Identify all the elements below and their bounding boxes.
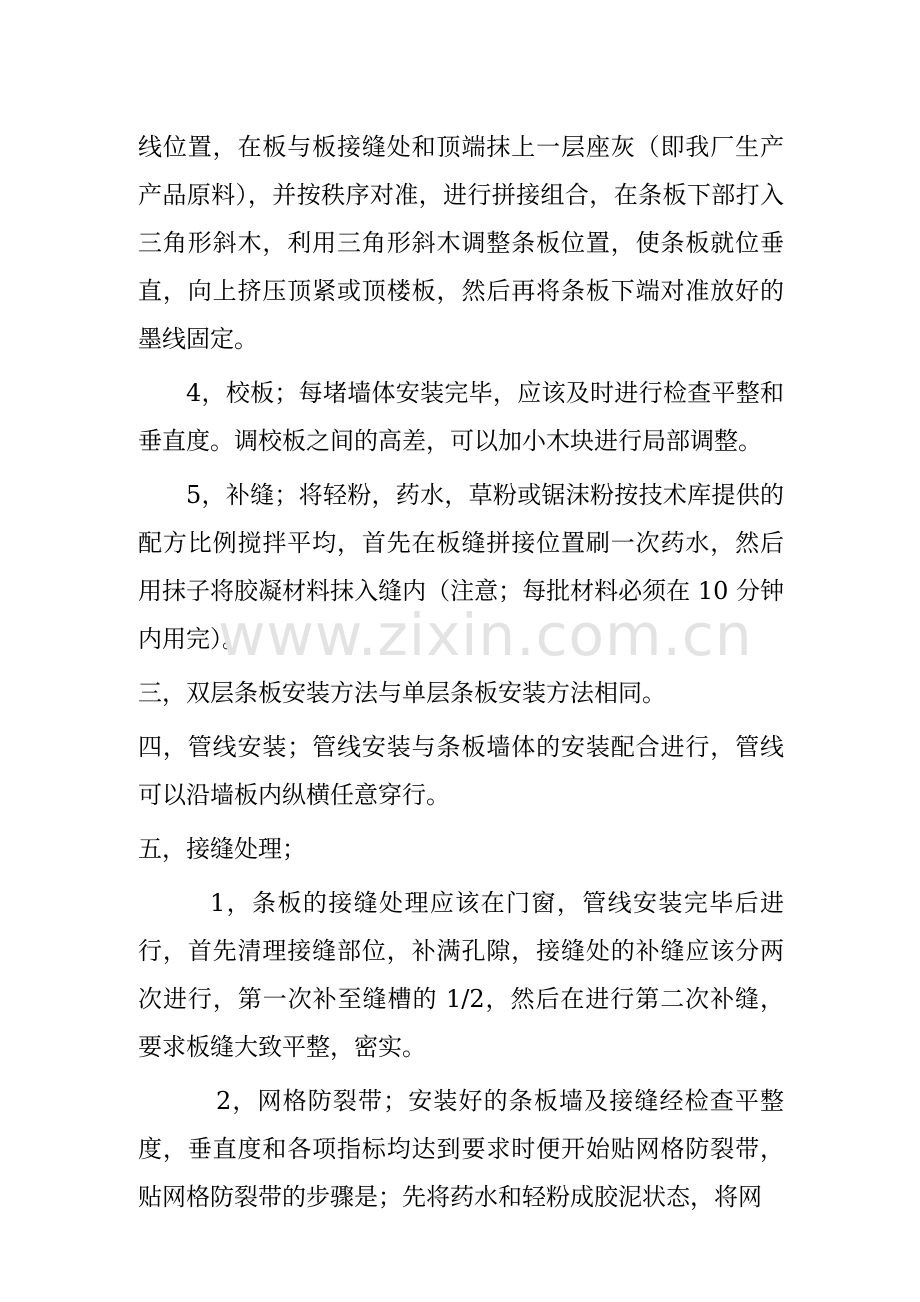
watermark-text: www.zixin.com.cn bbox=[218, 601, 753, 669]
document-body bbox=[138, 123, 784, 1227]
paragraph-board-correction: 4，校板；每堵墙体安装完毕，应该及时进行检查平整和垂直度。调校板之间的高差，可以加小木块进行局部调整。 bbox=[138, 379, 784, 455]
paragraph-seam-filling: 5，补缝；将轻粉，药水，草粉或锯沫粉按技术库提供的配方比例搅拌平均，首先在板缝拼接位置刷一次药水，然后用抹子将胶凝材料抹入缝内（注意；每批材料必须在 10 分钟内用完）。 bbox=[138, 481, 784, 653]
paragraph-mesh-crack-tape: 2，网格防裂带；安装好的条板墙及接缝经检查平整度，垂直度和各项指标均达到要求时便开始贴网格防裂带，贴网格防裂带的步骤是；先将药水和轻粉成胶泥状态，将网 bbox=[138, 1087, 784, 1211]
section-heading-joint-treatment: 五，接缝处理； bbox=[138, 835, 306, 863]
paragraph-double-layer: 三，双层条板安装方法与单层条板安装方法相同。 bbox=[138, 679, 666, 707]
paragraph-pipeline-install: 四，管线安装；管线安装与条板墙体的安装配合进行，管线可以沿墙板内纵横任意穿行。 bbox=[138, 733, 784, 809]
paragraph-board-positioning: 线位置，在板与板接缝处和顶端抹上一层座灰（即我厂生产产品原料），并按秩序对准，进行拼接组合，在条板下部打入三角形斜木，利用三角形斜木调整条板位置，使条板就位垂直，向上挤压顶紧或顶楼板，然后再将条板下端对准放好的墨线固定。 bbox=[138, 133, 784, 353]
paragraph-joint-treatment-1: 1，条板的接缝处理应该在门窗，管线安装完毕后进行，首先清理接缝部位，补满孔隙，接缝处的补缝应该分两次进行，第一次补至缝槽的 1/2，然后在进行第二次补缝，要求板缝大致平整，密实。 bbox=[138, 889, 784, 1061]
